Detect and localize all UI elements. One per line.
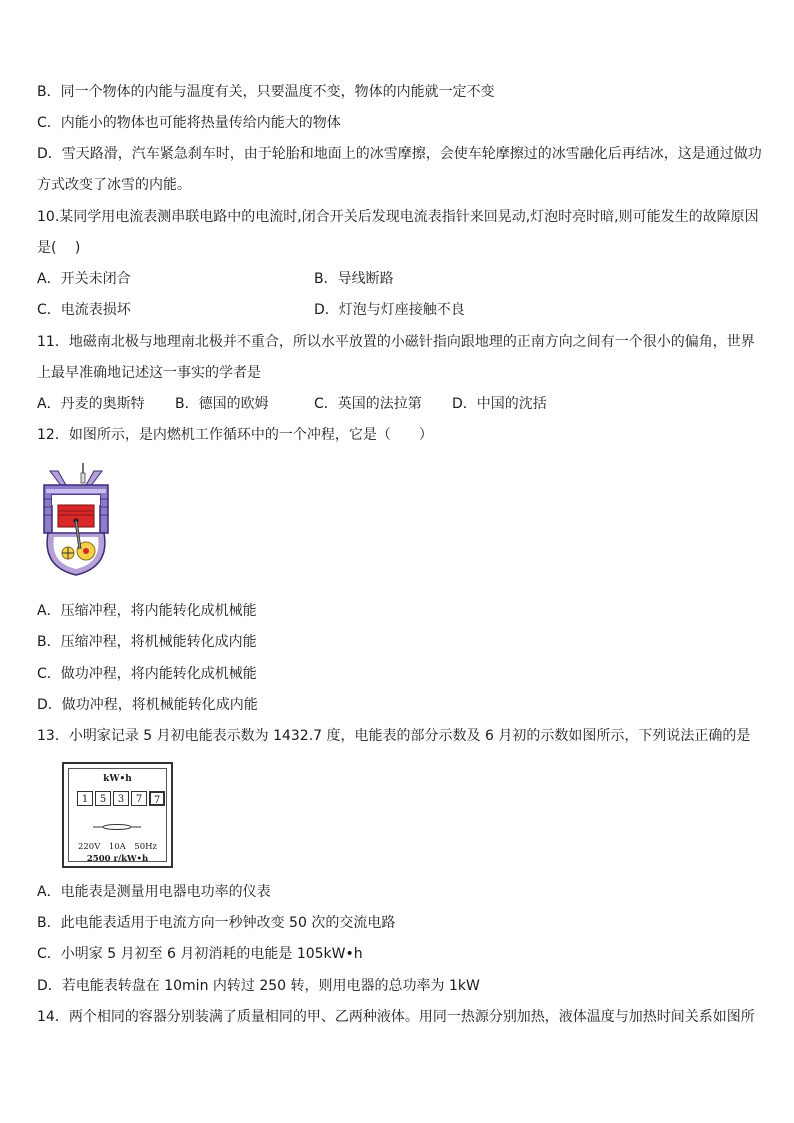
q11-option-c: C．英国的法拉第 (314, 396, 422, 412)
meter-digit-decimal: 7 (149, 791, 165, 806)
engine-stroke-diagram (40, 463, 112, 581)
q9-option-d-line2: 方式改变了冰雪的内能。 (37, 177, 191, 193)
q13-option-d: D．若电能表转盘在 10min 内转过 250 转，则用电器的总功率为 1kW (37, 978, 480, 994)
meter-digit-row (77, 791, 167, 806)
meter-rotating-disc (93, 823, 141, 831)
q13-option-c: C．小明家 5 月初至 6 月初消耗的电能是 105kW•h (37, 946, 363, 962)
q11-stem-line1: 11．地磁南北极与地理南北极并不重合，所以水平放置的小磁针指向跟地理的正南方向之间有一个很小的偏角，世界 (37, 334, 755, 350)
q10-stem-line1: 10.某同学用电流表测串联电路中的电流时,闭合开关后发现电流表指针来回晃动,灯泡时亮时暗,则可能发生的故障原因 (37, 209, 759, 225)
q13-option-a: A．电能表是测量用电器电功率的仪表 (37, 884, 271, 900)
meter-digit: 7 (131, 791, 147, 806)
q10-option-d: D．灯泡与灯座接触不良 (314, 302, 465, 318)
q14-stem-line1: 14．两个相同的容器分别装满了质量相同的甲、乙两种液体。用同一热源分别加热，液体温度与加热时间关系如图所 (37, 1009, 755, 1025)
electricity-meter (62, 762, 173, 868)
q10-option-a: A．开关未闭合 (37, 271, 131, 287)
q10-stem-line2: 是( ) (37, 240, 81, 256)
q13-stem: 13．小明家记录 5 月初电能表示数为 1432.7 度，电能表的部分示数及 6 月初的示数如图所示，下列说法正确的是 (37, 728, 751, 744)
meter-spec-label: 220V 10A 50Hz (77, 842, 158, 852)
q9-option-d-line1: D．雪天路滑，汽车紧急刹车时，由于轮胎和地面上的冰雪摩擦，会使车轮摩擦过的冰雪融化后再结冰，这是通过做功 (37, 146, 762, 162)
meter-rate-label: 2500 r/kW•h (86, 854, 149, 864)
q11-stem-line2: 上最早准确地记述这一事实的学者是 (37, 365, 261, 381)
meter-digit: 5 (95, 791, 111, 806)
q10-option-c: C．电流表损坏 (37, 302, 131, 318)
q12-stem: 12．如图所示，是内燃机工作循环中的一个冲程，它是（ ） (37, 427, 433, 443)
meter-digit: 1 (77, 791, 93, 806)
meter-digit: 3 (113, 791, 129, 806)
q9-option-b: B．同一个物体的内能与温度有关，只要温度不变，物体的内能就一定不变 (37, 84, 495, 100)
meter-face (68, 768, 167, 862)
q12-option-b: B．压缩冲程，将机械能转化成内能 (37, 634, 257, 650)
q13-option-b: B．此电能表适用于电流方向一秒钟改变 50 次的交流电路 (37, 915, 396, 931)
q12-option-a: A．压缩冲程，将内能转化成机械能 (37, 603, 257, 619)
q9-option-c: C．内能小的物体也可能将热量传给内能大的物体 (37, 115, 341, 131)
q10-option-b: B．导线断路 (314, 271, 394, 287)
q11-option-b: B．德国的欧姆 (175, 396, 269, 412)
q11-option-d: D．中国的沈括 (452, 396, 547, 412)
q11-option-a: A．丹麦的奥斯特 (37, 396, 145, 412)
q12-option-c: C．做功冲程，将内能转化成机械能 (37, 666, 257, 682)
meter-unit-label: kW•h (103, 774, 132, 784)
q12-option-d: D．做功冲程，将机械能转化成内能 (37, 697, 258, 713)
